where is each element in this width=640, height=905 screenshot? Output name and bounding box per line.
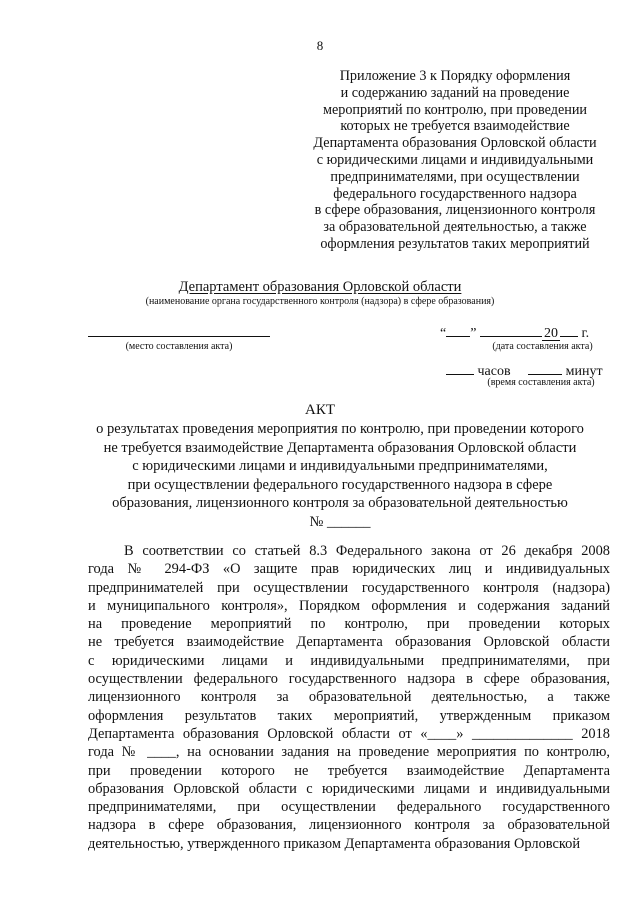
act-title: АКТ [305, 402, 335, 418]
appendix-line: мероприятий по контролю, при проведении [322, 101, 588, 118]
appendix-line: Департамента образования Орловской области [313, 135, 597, 152]
appendix-line: и содержанию заданий на проведение [340, 84, 570, 101]
act-subtitle-line: о результатах проведения мероприятия по контролю, при проведении которого [96, 421, 584, 437]
date-year-blank[interactable] [560, 322, 578, 337]
body-line: осуществлении федерального государственного надзора в сфере образования, [88, 671, 610, 688]
body-line: на проведение мероприятий по контролю, при проведении которых [88, 616, 610, 633]
body-line: года № ____, на основании задания на проведение мероприятия по контролю, [88, 744, 610, 761]
appendix-header [300, 68, 610, 253]
body-line: оформления результатов таких мероприятий, утвержденным приказом [88, 707, 610, 724]
body-line: предпринимателями, при осуществлении федерального государственного [88, 799, 610, 816]
date-month-blank[interactable] [480, 322, 542, 337]
date-day-blank[interactable] [446, 322, 470, 337]
body-line: при проведении которого не требуется взаимодействие Департамента [88, 762, 610, 779]
place-caption: (место составления акта) [125, 341, 233, 352]
body-line: с юридическими лицами и индивидуальными предпринимателями, при [88, 652, 610, 669]
body-paragraph [88, 542, 610, 853]
act-subtitle-line: образования, лицензионного контроля за образовательной деятельностью [112, 495, 568, 512]
appendix-line: предпринимателями, при осуществлении [330, 168, 580, 185]
department-name [0, 279, 640, 296]
body-line: и муниципального контроля», Порядком оформления и содержания заданий [88, 597, 610, 614]
body-line: образования Орловской области с юридическими лицами и индивидуальными [88, 780, 610, 797]
act-subtitle-line: не требуется взаимодействие Департамента образования Орловской области [103, 439, 577, 456]
body-line: надзора в сфере образования, лицензионного контроля за образовательной [88, 817, 610, 834]
date-close-quote: ” [470, 326, 477, 341]
act-subtitle [70, 420, 610, 532]
time-hours-blank[interactable] [446, 360, 474, 375]
appendix-line: оформления результатов таких мероприятий [320, 235, 590, 252]
page-number: 8 [316, 38, 324, 53]
time-caption: (время составления акта) [487, 377, 595, 388]
department-caption: (наименование органа государственного контроля (надзора) в сфере образования) [145, 296, 495, 307]
place-field[interactable] [88, 336, 270, 337]
act-subtitle-line: при осуществлении федерального государственного надзора в сфере [127, 476, 553, 493]
department-name-text: Департамент образования Орловской области [178, 279, 462, 295]
appendix-line: с юридическими лицами и индивидуальными [316, 151, 594, 168]
body-line: Департамента образования Орловской области от «____» ______________ 2018 [88, 725, 610, 742]
date-year-suffix: г. [581, 326, 590, 341]
date-field[interactable] [440, 322, 615, 342]
appendix-line: которых не требуется взаимодействие [340, 118, 570, 135]
body-line: лицензионного контроля за образовательной деятельностью, а также [88, 689, 610, 706]
date-open-quote: “ [440, 326, 447, 341]
body-line: В соответствии со статьей 8.3 Федерального закона от 26 декабря 2008 [124, 543, 610, 559]
body-line: предпринимателей при осуществлении государственного контроля (надзора) [88, 579, 610, 596]
body-line: деятельностью, утвержденного приказом Департамента образования Орловской [88, 835, 581, 852]
body-line: года № 294-ФЗ «О защите прав юридических лиц и индивидуальных [88, 561, 610, 578]
body-line: не требуется взаимодействие Департамента образования Орловской области [88, 634, 610, 651]
act-subtitle-line: с юридическими лицами и индивидуальными предпринимателями, [132, 458, 548, 475]
date-caption: (дата составления акта) [492, 341, 593, 352]
appendix-line: Приложение 3 к Порядку оформления [339, 68, 571, 84]
appendix-line: федерального государственного надзора [333, 185, 577, 202]
time-minutes-blank[interactable] [528, 360, 562, 375]
time-minutes-label: минут [565, 364, 603, 379]
act-number: № ______ [309, 513, 371, 530]
date-year-prefix: 20 [543, 326, 558, 341]
appendix-line: за образовательной деятельностью, а также [323, 219, 587, 236]
appendix-line: в сфере образования, лицензионного контроля [314, 202, 596, 219]
time-hours-label: часов [477, 364, 511, 379]
